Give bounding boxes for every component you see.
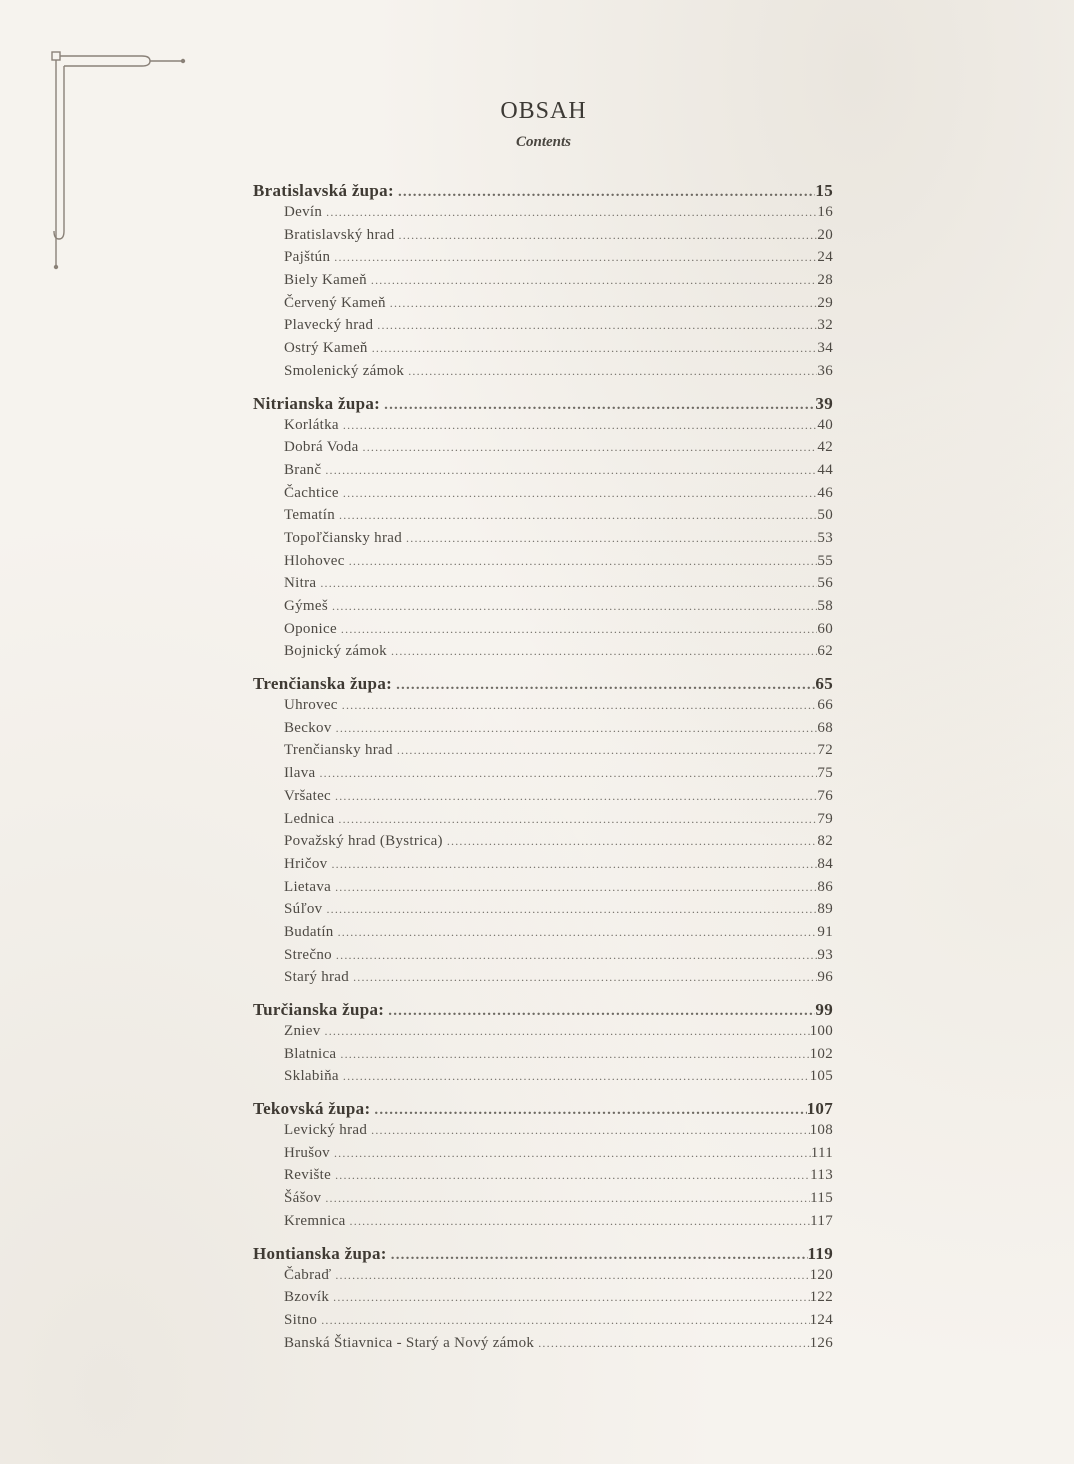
toc-entry[interactable] [253,742,833,765]
entry-page-number: 120 [809,1266,833,1283]
toc-entry[interactable] [253,363,833,386]
entry-page-number: 53 [817,529,833,546]
dot-leader [447,834,818,849]
section-page-number: 39 [815,393,833,413]
dot-leader [334,1146,811,1161]
dot-leader [333,1290,809,1305]
entry-title: Biely Kameň [284,272,367,289]
entry-page-number: 62 [817,643,833,660]
toc-entry[interactable] [253,924,833,947]
dot-leader [372,341,818,356]
entry-page-number: 42 [817,439,833,456]
dot-leader [398,184,815,201]
dot-leader [397,743,818,758]
entry-page-number: 56 [817,575,833,592]
entry-page-number: 79 [817,810,833,827]
dot-leader [336,721,818,736]
dot-leader [371,1123,809,1138]
dot-leader [334,250,817,265]
dot-leader [349,554,818,569]
entry-page-number: 40 [817,416,833,433]
toc-entry[interactable] [253,1289,833,1312]
toc-entry[interactable] [253,788,833,811]
entry-title: Plavecký hrad [284,317,374,334]
entry-page-number: 91 [817,923,833,940]
entry-title: Starý hrad [284,969,350,986]
entry-title: Hrušov [284,1144,330,1161]
toc-entry[interactable] [253,1023,833,1046]
dot-leader [336,948,817,963]
toc-entry[interactable] [253,811,833,834]
entry-page-number: 105 [809,1068,833,1085]
entry-page-number: 55 [817,552,833,569]
toc-entry[interactable] [253,1122,833,1145]
section-title: Hontianska župa: [253,1243,387,1263]
dot-leader [388,1003,815,1020]
entry-title: Uhrovec [284,697,338,714]
entry-title: Ilava [284,765,316,782]
entry-title: Čabraď [284,1266,332,1283]
section-title: Tekovská župa: [253,1099,371,1119]
entry-title: Dobrá Voda [284,439,359,456]
entry-page-number: 29 [817,294,833,311]
toc-entry[interactable] [253,553,833,576]
entry-page-number: 86 [817,878,833,895]
dot-leader [391,644,817,659]
entry-title: Bojnický zámok [284,643,387,660]
toc-section [253,1099,833,1235]
toc-entry[interactable] [253,272,833,295]
entry-title: Kremnica [284,1212,346,1229]
entry-title: Vršatec [284,787,332,804]
toc-section [253,394,833,667]
toc-entry[interactable] [253,765,833,788]
entry-page-number: 68 [817,719,833,736]
entry-title: Levický hrad [284,1122,368,1139]
entry-page-number: 82 [817,833,833,850]
dot-leader [339,508,817,523]
section-page-number: 15 [815,181,833,200]
corner-ornament [48,46,188,271]
dot-leader [325,1191,810,1206]
toc-entry[interactable] [253,340,833,363]
entry-title: Sitno [284,1311,318,1328]
dot-leader [338,812,817,827]
dot-leader [341,622,817,637]
dot-leader [335,1168,810,1183]
dot-leader [343,486,818,501]
section-title: Nitrianska župa: [253,393,381,413]
toc-entry[interactable] [253,879,833,902]
entry-title: Ostrý Kameň [284,340,368,357]
dot-leader [335,880,817,895]
entry-page-number: 34 [817,340,833,357]
dot-leader [396,677,815,694]
entry-title: Smolenický zámok [284,362,405,379]
toc-entry[interactable] [253,901,833,924]
entry-title: Šášov [284,1190,322,1207]
toc-entry[interactable] [253,575,833,598]
dot-leader [338,925,818,940]
dot-leader [399,228,818,243]
entry-page-number: 108 [809,1122,833,1139]
table-of-contents [253,181,833,1365]
entry-title: Oponice [284,620,337,637]
page-subtitle: Contents [515,134,572,150]
dot-leader [332,599,817,614]
entry-page-number: 36 [817,362,833,379]
toc-entry[interactable] [253,417,833,440]
entry-title: Hričov [284,855,328,872]
toc-entry[interactable] [253,1190,833,1213]
dot-leader [335,789,817,804]
toc-entry[interactable] [253,947,833,970]
entry-page-number: 50 [817,507,833,524]
dot-leader [390,296,818,311]
dot-leader [326,205,817,220]
toc-section [253,674,833,992]
entry-title: Revište [284,1167,332,1184]
entry-title: Beckov [284,719,332,736]
entry-page-number: 75 [817,765,833,782]
entry-page-number: 122 [809,1289,833,1306]
toc-entry[interactable] [253,833,833,856]
entry-title: Zniev [284,1023,321,1039]
section-title: Bratislavská župa: [253,181,394,200]
dot-leader [343,418,818,433]
entry-page-number: 46 [817,484,833,501]
entry-title: Banská Štiavnica - Starý a Nový zámok [284,1334,535,1351]
section-page-number: 107 [806,1099,833,1119]
entry-page-number: 58 [817,598,833,614]
entry-title: Tematín [284,507,336,524]
entry-title: Pajštún [284,249,331,266]
toc-entry[interactable] [253,1046,833,1069]
dot-leader [363,440,818,455]
entry-page-number: 96 [817,969,833,986]
toc-entry[interactable] [253,1213,833,1236]
entry-page-number: 28 [817,272,833,289]
toc-entry[interactable] [253,1267,833,1290]
entry-title: Červený Kameň [284,294,386,311]
section-page-number: 65 [815,674,833,694]
toc-entry[interactable] [253,969,833,992]
toc-entry[interactable] [253,598,833,621]
entry-page-number: 100 [809,1023,833,1039]
entry-title: Čachtice [284,484,339,501]
toc-entry[interactable] [253,204,833,227]
toc-entry[interactable] [253,1145,833,1168]
entry-page-number: 76 [817,787,833,804]
entry-page-number: 16 [817,204,833,220]
toc-entry[interactable] [253,856,833,879]
entry-page-number: 72 [817,742,833,759]
entry-title: Budatín [284,923,334,940]
entry-title: Lednica [284,810,335,827]
entry-page-number: 124 [809,1311,833,1328]
toc-entry[interactable] [253,227,833,250]
entry-title: Strečno [284,946,332,963]
dot-leader [320,576,817,591]
entry-title: Branč [284,461,322,478]
dot-leader [371,273,818,288]
toc-section-heading[interactable] [253,1244,833,1267]
toc-entry[interactable] [253,1167,833,1190]
toc-section [253,181,833,386]
toc-section [253,1000,833,1091]
dot-leader [319,766,817,781]
dot-leader [325,1024,810,1039]
dot-leader [343,1069,810,1084]
toc-section-heading[interactable] [253,674,833,697]
entry-page-number: 84 [817,855,833,872]
toc-entry[interactable] [253,1335,833,1358]
dot-leader [321,1313,809,1328]
entry-page-number: 24 [817,249,833,266]
dot-leader [391,1247,808,1264]
toc-section-heading[interactable] [253,181,833,204]
entry-title: Nitra [284,575,317,592]
page-title: OBSAH [500,98,587,124]
entry-page-number: 66 [817,697,833,714]
dot-leader [326,902,817,917]
section-page-number: 99 [815,1000,833,1019]
toc-entry[interactable] [253,439,833,462]
entry-title: Sklabiňa [284,1068,339,1085]
entry-page-number: 89 [817,901,833,918]
entry-page-number: 111 [810,1144,833,1161]
entry-title: Súľov [284,901,323,918]
dot-leader [335,1268,809,1283]
entry-page-number: 44 [817,461,833,478]
entry-title: Bzovík [284,1289,330,1306]
toc-entry[interactable] [253,1312,833,1335]
toc-entry[interactable] [253,1068,833,1091]
dot-leader [384,397,815,414]
dot-leader [406,531,817,546]
entry-title: Topoľčiansky hrad [284,529,403,546]
dot-leader [331,857,817,872]
toc-entry[interactable] [253,507,833,530]
entry-page-number: 32 [817,317,833,334]
section-title: Turčianska župa: [253,1000,385,1019]
entry-title: Lietava [284,878,332,895]
entry-title: Gýmeš [284,598,328,614]
entry-page-number: 113 [810,1167,833,1184]
toc-entry[interactable] [253,643,833,666]
entry-title: Blatnica [284,1045,337,1062]
section-title: Trenčianska župa: [253,674,393,694]
entry-title: Devín [284,204,323,220]
section-page-number: 119 [807,1243,833,1263]
dot-leader [353,970,817,985]
entry-page-number: 102 [809,1045,833,1062]
entry-page-number: 93 [817,946,833,963]
toc-entry[interactable] [253,462,833,485]
entry-page-number: 60 [817,620,833,637]
entry-page-number: 126 [809,1334,833,1351]
entry-title: Považský hrad (Bystrica) [284,833,443,850]
toc-entry[interactable] [253,720,833,743]
entry-title: Korlátka [284,416,339,433]
dot-leader [408,364,817,379]
toc-entry[interactable] [253,621,833,644]
toc-section-heading[interactable] [253,1000,833,1023]
toc-entry[interactable] [253,317,833,340]
dot-leader [340,1047,809,1062]
toc-entry[interactable] [253,485,833,508]
entry-page-number: 115 [810,1190,833,1207]
toc-entry[interactable] [253,530,833,553]
dot-leader [377,318,817,333]
dot-leader [538,1336,809,1351]
entry-page-number: 117 [810,1212,833,1229]
dot-leader [350,1214,811,1229]
dot-leader [374,1102,806,1119]
dot-leader [325,463,817,478]
entry-title: Trenčiansky hrad [284,742,393,759]
entry-title: Bratislavský hrad [284,226,395,243]
toc-entry[interactable] [253,249,833,272]
entry-title: Hlohovec [284,552,345,569]
toc-section-heading[interactable] [253,1099,833,1122]
toc-entry[interactable] [253,697,833,720]
toc-section-heading[interactable] [253,394,833,417]
entry-page-number: 20 [817,226,833,243]
dot-leader [342,698,818,713]
toc-entry[interactable] [253,295,833,318]
toc-section [253,1244,833,1358]
